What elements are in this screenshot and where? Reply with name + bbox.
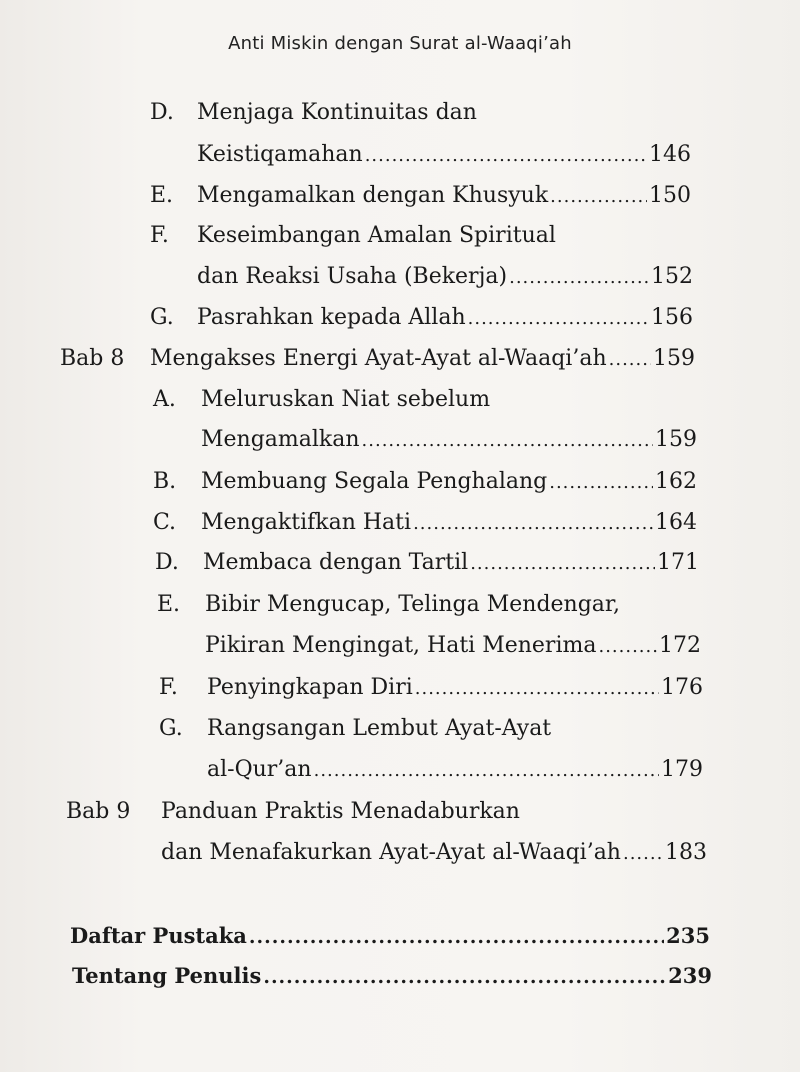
toc-item-title: Penyingkapan Diri [207,675,413,700]
page-number: 172 [659,633,701,658]
dot-leader [598,636,657,657]
toc-entry[interactable] [201,469,697,494]
running-head: Anti Miskin dengan Surat al-Waaqi’ah [228,33,572,54]
backmatter-title: Daftar Pustaka [70,923,247,948]
dot-leader [623,843,663,864]
toc-item-title-cont: al-Qur’an [207,757,312,782]
toc-item-title: Membaca dengan Tartil [203,550,469,575]
chapter-label: Bab 8 [60,346,125,371]
chapter-title-cont: dan Menafakurkan Ayat-Ayat al-Waaqi’ah [161,840,621,865]
page-number: 159 [655,427,697,452]
toc-entry[interactable] [201,510,697,535]
page-number: 183 [665,840,707,865]
toc-item-letter: G. [150,305,174,330]
backmatter-title: Tentang Penulis [72,963,262,988]
dot-leader [470,553,655,574]
toc-chapter-entry[interactable] [161,840,707,865]
toc-item-title: Mengamalkan dengan Khusyuk [197,183,549,208]
dot-leader [314,760,659,781]
toc-item-title-cont: Pikiran Mengingat, Hati Menerima [205,633,597,658]
toc-item-letter: D. [155,550,179,575]
toc-item-title: Membuang Segala Penghalang [201,469,548,494]
dot-leader [509,267,649,288]
dot-leader [249,926,664,948]
toc-item-title: Pasrahkan kepada Allah [197,305,466,330]
page-number: 159 [653,346,695,371]
toc-item-title: Mengaktifkan Hati [201,510,412,535]
toc-entry[interactable] [205,633,701,658]
toc-item-title: Keseimbangan Amalan Spiritual [197,223,556,248]
toc-item-title: Rangsangan Lembut Ayat-Ayat [207,716,552,741]
toc-entry[interactable] [201,427,697,452]
toc-entry[interactable] [197,305,693,330]
toc-item-letter: A. [153,387,176,412]
page-number: 179 [661,757,703,782]
page-number: 171 [657,550,699,575]
dot-leader [415,678,659,699]
toc-item-title-cont: Keistiqamahan [197,142,363,167]
page-number: 235 [666,923,710,948]
dot-leader [362,430,653,451]
toc-item-title: Bibir Mengucap, Telinga Mendengar, [205,592,621,617]
page-number: 162 [655,469,697,494]
toc-item-letter: E. [150,183,174,208]
toc-item-letter: D. [150,100,174,125]
toc-item-letter: E. [157,592,181,617]
toc-item-title-cont: Mengamalkan [201,427,360,452]
toc-entry[interactable] [207,675,703,700]
toc-entry[interactable] [197,142,691,167]
chapter-title: Panduan Praktis Menadaburkan [161,799,520,824]
page-number: 150 [649,183,691,208]
toc-item-title-cont: dan Reaksi Usaha (Bekerja) [197,264,508,289]
page-number: 164 [655,510,697,535]
chapter-title: Mengakses Energi Ayat-Ayat al-Waaqi’ah [150,346,607,371]
toc-backmatter-entry[interactable] [72,963,712,988]
toc-item-letter: B. [153,469,177,494]
dot-leader [550,186,647,207]
dot-leader [365,145,647,166]
dot-leader [549,472,653,493]
toc-entry[interactable] [197,183,691,208]
toc-entry[interactable] [197,264,693,289]
dot-leader [468,308,649,329]
page-number: 152 [651,264,693,289]
dot-leader [609,349,651,370]
page-number: 176 [661,675,703,700]
toc-item-title: Menjaga Kontinuitas dan [197,100,477,125]
dot-leader [263,966,666,988]
toc-chapter-entry[interactable] [150,346,695,371]
toc-item-letter: G. [159,716,183,741]
toc-item-title: Meluruskan Niat sebelum [201,387,491,412]
page-number: 239 [668,963,712,988]
chapter-label: Bab 9 [66,799,131,824]
toc-item-letter: F. [150,223,169,248]
page-number: 156 [651,305,693,330]
dot-leader [413,513,653,534]
toc-backmatter-entry[interactable] [70,923,710,948]
toc-entry[interactable] [203,550,699,575]
toc-item-letter: C. [153,510,177,535]
toc-entry[interactable] [207,757,703,782]
toc-item-letter: F. [159,675,178,700]
page-number: 146 [649,142,691,167]
